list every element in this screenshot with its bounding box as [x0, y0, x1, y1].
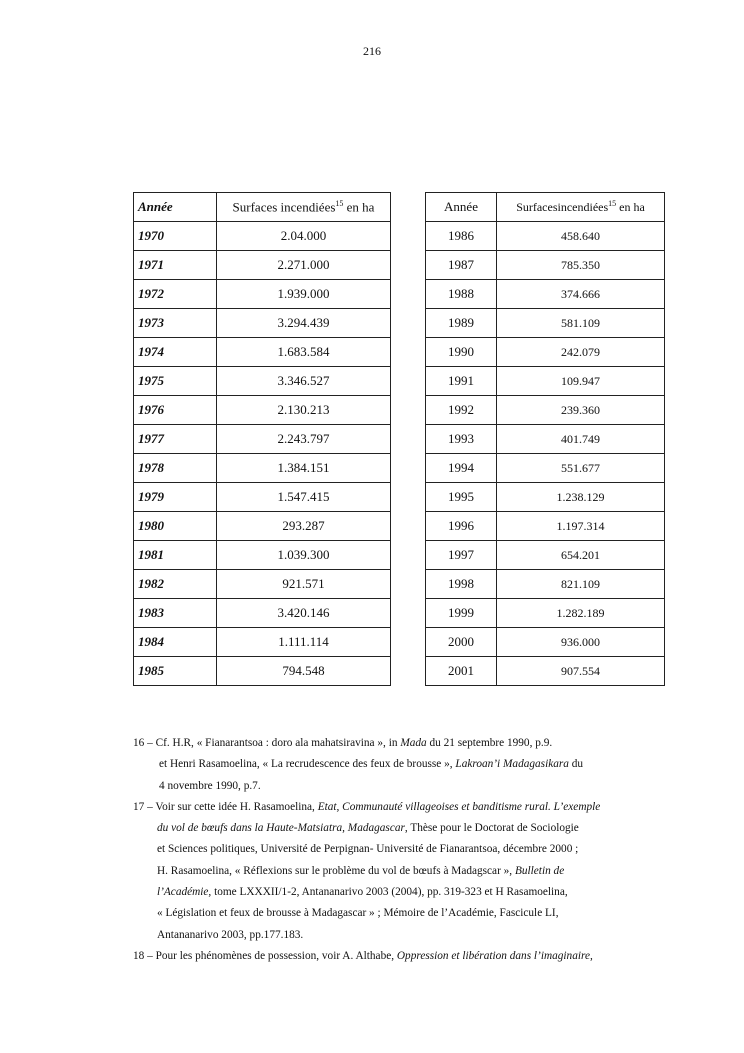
surface-cell: 1.197.314 [497, 512, 665, 541]
surface-cell: 936.000 [497, 628, 665, 657]
table-row [426, 396, 665, 425]
header-surface-label: Surfaces incendiées [232, 199, 336, 215]
table-row [426, 309, 665, 338]
surface-cell: 1.282.189 [497, 599, 665, 628]
note-italic: Mada [400, 737, 427, 749]
year-cell: 1981 [134, 541, 217, 570]
table-row [134, 367, 391, 396]
header-surface-unit: en ha [616, 200, 645, 214]
table-row [134, 338, 391, 367]
table-row [426, 251, 665, 280]
year-cell: 1977 [134, 425, 217, 454]
surface-cell: 581.109 [497, 309, 665, 338]
year-cell: 1976 [134, 396, 217, 425]
year-cell: 1995 [426, 483, 497, 512]
surface-cell: 821.109 [497, 570, 665, 599]
year-cell: 2001 [426, 657, 497, 686]
footnote-17-line-1 [133, 797, 693, 818]
year-cell: 1997 [426, 541, 497, 570]
note-text: 16 – Cf. H.R, « Fianarantsoa : doro ala mahatsiravina », in [133, 737, 401, 749]
footnote-17-line-6 [133, 903, 693, 924]
surface-cell: 242.079 [497, 338, 665, 367]
note-italic: Bulletin de [514, 864, 565, 877]
footnote-ref-15: 15 [608, 199, 617, 208]
table-row [426, 280, 665, 309]
note-italic: Etat, Communauté villageoises et banditisme rural. L’exemple [317, 800, 601, 813]
footnote-ref-15: 15 [335, 198, 344, 208]
note-text: H. Rasamoelina, « Réflexions sur le problème du vol de bœufs à Madagscar », [157, 864, 515, 877]
table-row [134, 425, 391, 454]
year-cell: 1983 [134, 599, 217, 628]
note-italic: Oppression et libération dans l’imaginaire, [396, 949, 593, 962]
table-row [426, 222, 665, 251]
surface-cell: 1.039.300 [217, 541, 391, 570]
surface-cell: 2.271.000 [217, 251, 391, 280]
surface-cell: 2.243.797 [217, 425, 391, 454]
fire-table-left [133, 192, 391, 686]
table-row [134, 541, 391, 570]
page-number: 216 [363, 44, 381, 58]
year-cell: 1982 [134, 570, 217, 599]
surface-cell: 374.666 [497, 280, 665, 309]
year-cell: 1975 [134, 367, 217, 396]
table-row [134, 512, 391, 541]
year-cell: 1973 [134, 309, 217, 338]
surface-cell: 654.201 [497, 541, 665, 570]
footnote-17-line-7 [133, 925, 693, 946]
year-cell: 1979 [134, 483, 217, 512]
footnote-18-line-1 [133, 946, 693, 967]
year-cell: 1984 [134, 628, 217, 657]
footnote-16-line-2 [133, 754, 693, 775]
table-row [426, 541, 665, 570]
year-cell: 1972 [134, 280, 217, 309]
note-text: tome LXXXII/1-2, Antananarivo 2003 (2004), pp. 319-323 et H Rasamoelina, [211, 886, 568, 899]
year-cell: 1974 [134, 338, 217, 367]
footnote-17-line-2 [133, 818, 693, 839]
header-surface-label: Surfacesincendiées [516, 200, 609, 214]
surface-cell: 1.547.415 [217, 483, 391, 512]
footnotes [133, 733, 693, 967]
footnote-17-line-5 [133, 882, 693, 903]
surface-cell: 3.420.146 [217, 599, 391, 628]
year-cell: 1985 [134, 657, 217, 686]
note-text: 18 – Pour les phénomènes de possession, voir A. Althabe, [133, 949, 397, 962]
year-cell: 1986 [426, 222, 497, 251]
table-row [426, 628, 665, 657]
surface-cell: 2.130.213 [217, 396, 391, 425]
year-cell: 1998 [426, 570, 497, 599]
header-year: Année [426, 193, 497, 222]
surface-cell: 1.111.114 [217, 628, 391, 657]
surface-cell: 551.677 [497, 454, 665, 483]
year-cell: 1990 [426, 338, 497, 367]
table-header-row [426, 193, 665, 222]
year-cell: 1978 [134, 454, 217, 483]
note-italic: du vol de bœufs dans la Haute-Matsiatra, Madagascar [157, 822, 405, 835]
note-text: du [568, 758, 584, 771]
table-row [134, 570, 391, 599]
year-cell: 1999 [426, 599, 497, 628]
table-row [134, 599, 391, 628]
header-surface-unit: en ha [343, 199, 375, 215]
note-text: , Thèse pour le Doctorat de Sociologie [404, 822, 579, 835]
note-text: 17 – Voir sur cette idée H. Rasamoelina, [133, 800, 318, 813]
surface-cell: 1.238.129 [497, 483, 665, 512]
note-text: 4 novembre 1990, p.7. [159, 779, 261, 792]
note-italic: Lakroan’i Madagasikara [455, 758, 569, 771]
year-cell: 1980 [134, 512, 217, 541]
surface-cell: 293.287 [217, 512, 391, 541]
fire-table-right [425, 192, 665, 686]
year-cell: 1988 [426, 280, 497, 309]
table-row [426, 599, 665, 628]
footnote-16-line-3 [133, 776, 693, 797]
year-cell: 2000 [426, 628, 497, 657]
header-year: Année [134, 193, 217, 222]
note-text: et Sciences politiques, Université de Perpignan- Université de Fianarantsoa, décembre 2000 ; [157, 843, 579, 856]
table-row [134, 396, 391, 425]
table-row [426, 570, 665, 599]
year-cell: 1996 [426, 512, 497, 541]
table-row [426, 512, 665, 541]
footnote-16-line-1 [133, 733, 693, 754]
surface-cell: 921.571 [217, 570, 391, 599]
surface-cell: 239.360 [497, 396, 665, 425]
surface-cell: 3.294.439 [217, 309, 391, 338]
table-row [426, 367, 665, 396]
header-surface [217, 193, 391, 222]
table-row [134, 454, 391, 483]
surface-cell: 109.947 [497, 367, 665, 396]
year-cell: 1992 [426, 396, 497, 425]
header-surface [497, 193, 665, 222]
surface-cell: 2.04.000 [217, 222, 391, 251]
surface-cell: 458.640 [497, 222, 665, 251]
table-row [134, 309, 391, 338]
footnote-17-line-3 [133, 839, 693, 860]
table-row [134, 251, 391, 280]
note-text: « Législation et feux de brousse à Madagascar » ; Mémoire de l’Académie, Fascicule LI, [157, 907, 559, 920]
footnote-17-line-4 [133, 861, 693, 882]
year-cell: 1991 [426, 367, 497, 396]
table-row [134, 483, 391, 512]
surface-cell: 785.350 [497, 251, 665, 280]
table-row [134, 657, 391, 686]
table-row [134, 628, 391, 657]
table-row [426, 454, 665, 483]
surface-cell: 1.939.000 [217, 280, 391, 309]
surface-cell: 1.384.151 [217, 454, 391, 483]
note-italic: l’Académie, [157, 886, 212, 899]
note-text: Antananarivo 2003, pp.177.183. [157, 928, 304, 941]
table-row [426, 425, 665, 454]
surface-cell: 794.548 [217, 657, 391, 686]
year-cell: 1970 [134, 222, 217, 251]
note-text: du 21 septembre 1990, p.9. [426, 737, 553, 749]
surface-cell: 1.683.584 [217, 338, 391, 367]
year-cell: 1994 [426, 454, 497, 483]
surface-cell: 3.346.527 [217, 367, 391, 396]
table-row [426, 338, 665, 367]
table-header-row [134, 193, 391, 222]
table-row [426, 483, 665, 512]
year-cell: 1987 [426, 251, 497, 280]
note-text: et Henri Rasamoelina, « La recrudescence des feux de brousse », [159, 758, 456, 771]
table-row [134, 280, 391, 309]
surface-cell: 907.554 [497, 657, 665, 686]
table-row [134, 222, 391, 251]
year-cell: 1993 [426, 425, 497, 454]
year-cell: 1989 [426, 309, 497, 338]
table-row [426, 657, 665, 686]
surface-cell: 401.749 [497, 425, 665, 454]
year-cell: 1971 [134, 251, 217, 280]
